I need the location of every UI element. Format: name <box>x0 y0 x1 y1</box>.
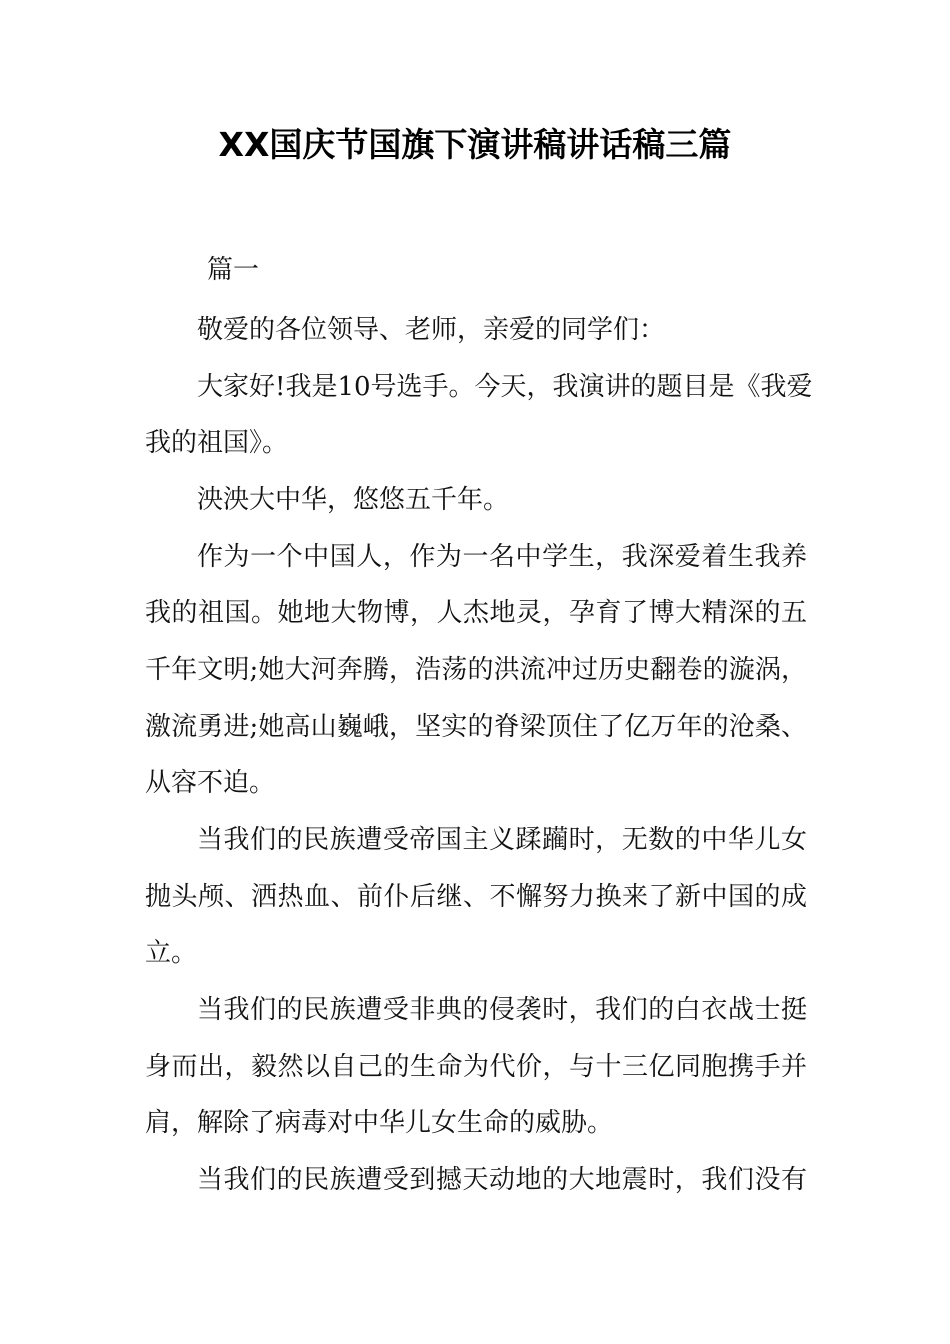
paragraph-line: 作为一个中国人，作为一名中学生，我深爱着生我养 <box>197 542 807 572</box>
paragraph-line: 激流勇进;她高山巍峨，坚实的脊梁顶住了亿万年的沧桑、 <box>145 712 807 742</box>
paragraph-line: 肩，解除了病毒对中华儿女生命的威胁。 <box>145 1108 614 1138</box>
paragraph-line: 当我们的民族遭受帝国主义蹂躏时，无数的中华儿女 <box>197 825 807 855</box>
paragraph-line: 千年文明;她大河奔腾，浩荡的洪流冲过历史翻卷的漩涡， <box>145 655 807 685</box>
paragraph-line: 当我们的民族遭受非典的侵袭时，我们的白衣战士挺 <box>197 995 807 1025</box>
section-heading: 篇一 <box>207 255 260 285</box>
paragraph-line: 泱泱大中华，悠悠五千年。 <box>197 485 510 515</box>
paragraph-line: 身而出，毅然以自己的生命为代价，与十三亿同胞携手并 <box>145 1052 807 1082</box>
paragraph-line: 从容不迫。 <box>145 768 276 798</box>
paragraph-line: 大家好!我是10号选手。今天，我演讲的题目是《我爱 <box>197 372 813 402</box>
document-title: XX国庆节国旗下演讲稿讲话稿三篇 <box>218 125 732 164</box>
paragraph-line: 立。 <box>145 938 198 968</box>
paragraph-line: 当我们的民族遭受到撼天动地的大地震时，我们没有 <box>197 1165 807 1195</box>
paragraph-line: 抛头颅、洒热血、前仆后继、不懈努力换来了新中国的成 <box>145 882 807 912</box>
paragraph-line: 我的祖国。她地大物博，人杰地灵，孕育了博大精深的五 <box>145 598 807 628</box>
paragraph-line: 我的祖国》。 <box>145 428 289 458</box>
paragraph-line: 敬爱的各位领导、老师，亲爱的同学们： <box>197 315 666 345</box>
